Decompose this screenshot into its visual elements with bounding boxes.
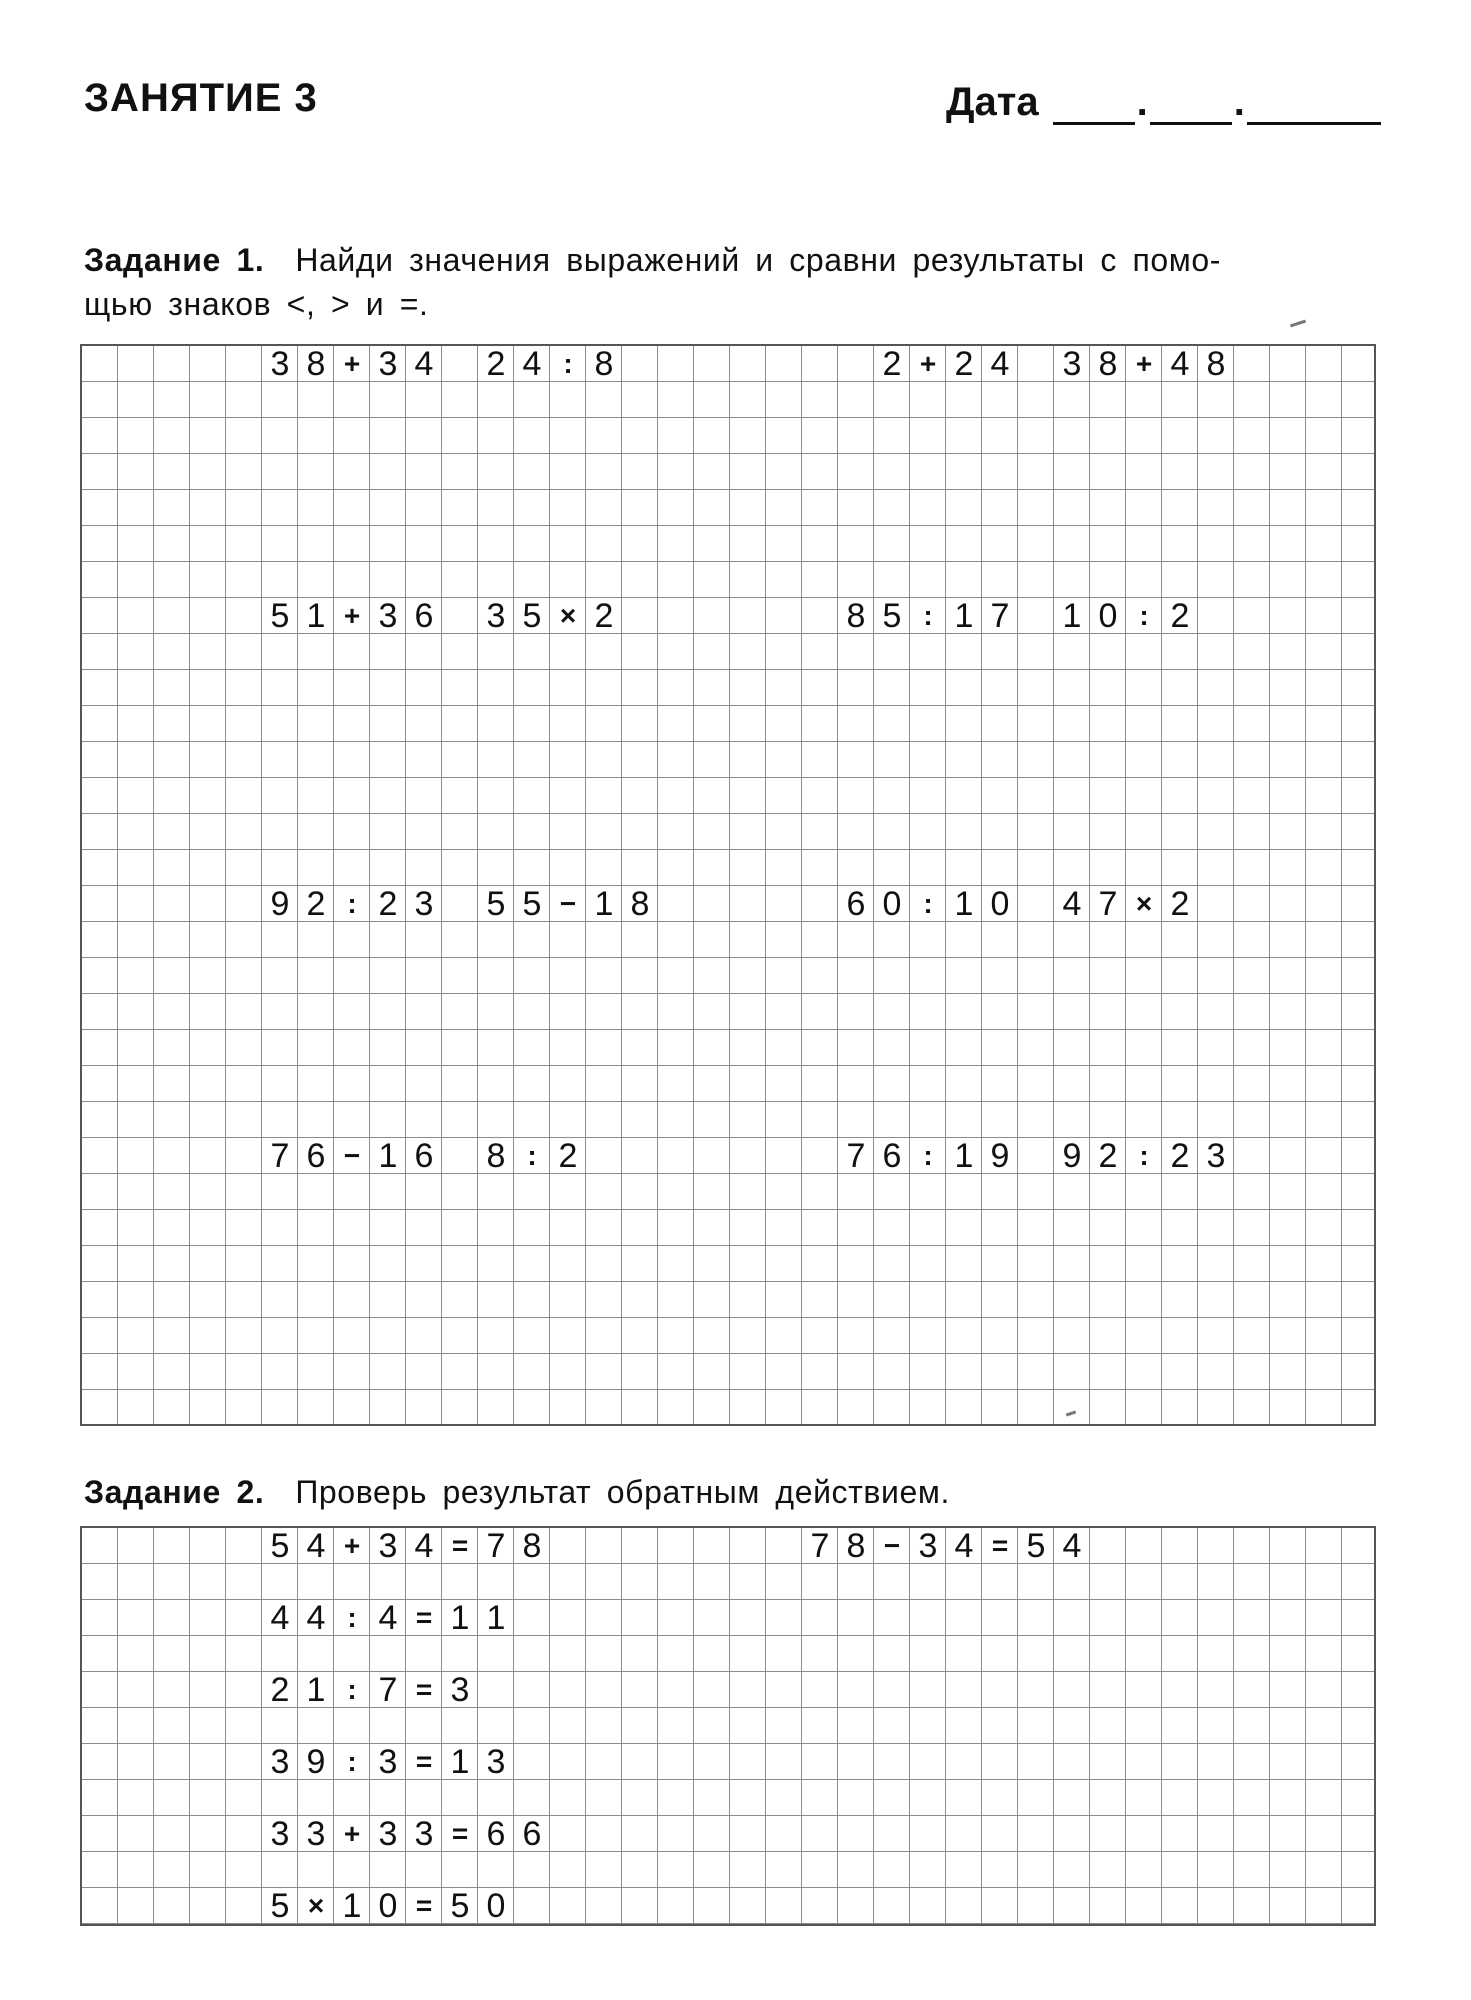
operator-cell: + (919, 348, 937, 379)
date-separator: . (1233, 80, 1245, 124)
digit-cell: 3 (486, 597, 506, 635)
digit-cell: 2 (270, 1671, 290, 1709)
digit-cell: 6 (846, 885, 866, 923)
operator-cell: = (415, 1602, 433, 1633)
digit-cell: 6 (522, 1815, 542, 1853)
comparison-expression (838, 1138, 1018, 1174)
digit-cell: 7 (378, 1671, 398, 1709)
comparison-expression (1054, 1138, 1234, 1174)
digit-cell: 2 (1170, 1137, 1190, 1175)
digit-cell: 4 (522, 345, 542, 383)
digit-cell: 6 (486, 1815, 506, 1853)
digit-cell: 1 (954, 885, 974, 923)
comparison-expression (478, 346, 622, 382)
digit-cell: 5 (522, 597, 542, 635)
lesson-title: ЗАНЯТИЕ 3 (84, 76, 318, 120)
digit-cell: 8 (486, 1137, 506, 1175)
equation (262, 1672, 478, 1708)
operator-cell: + (343, 1530, 361, 1561)
digit-cell: 5 (486, 885, 506, 923)
digit-cell: 4 (1062, 1527, 1082, 1565)
digit-cell: 1 (306, 597, 326, 635)
digit-cell: 7 (1098, 885, 1118, 923)
task2-instructions (84, 1470, 950, 1514)
digit-cell: 6 (306, 1137, 326, 1175)
task2-label: Задание 2. (84, 1474, 265, 1510)
digit-cell: 6 (414, 597, 434, 635)
operator-cell: + (1135, 348, 1153, 379)
digit-cell: 8 (306, 345, 326, 383)
digit-cell: 6 (414, 1137, 434, 1175)
digit-cell: 3 (414, 885, 434, 923)
task1-grid[interactable] (80, 344, 1376, 1426)
digit-cell: 2 (306, 885, 326, 923)
digit-cell: 1 (954, 1137, 974, 1175)
equation (262, 1888, 514, 1924)
digit-cell: 1 (486, 1599, 506, 1637)
digit-cell: 5 (882, 597, 902, 635)
equation (262, 1600, 514, 1636)
digit-cell: 3 (1206, 1137, 1226, 1175)
operator-cell: × (1135, 888, 1153, 919)
date-day-blank[interactable] (1053, 84, 1135, 125)
digit-cell: 3 (378, 1527, 398, 1565)
task1-instructions (84, 238, 1221, 326)
digit-cell: 9 (1062, 1137, 1082, 1175)
digit-cell: 3 (270, 1815, 290, 1853)
digit-cell: 2 (1170, 885, 1190, 923)
comparison-expression (478, 886, 658, 922)
digit-cell: 6 (882, 1137, 902, 1175)
comparison-expression (1054, 598, 1198, 634)
operator-cell: : (347, 1602, 357, 1633)
operator-cell: : (347, 888, 357, 919)
digit-cell: 8 (522, 1527, 542, 1565)
digit-cell: 1 (378, 1137, 398, 1175)
digit-cell: 5 (270, 1887, 290, 1925)
operator-cell: = (451, 1818, 469, 1849)
digit-cell: 0 (990, 885, 1010, 923)
digit-cell: 7 (846, 1137, 866, 1175)
operator-cell: : (347, 1746, 357, 1777)
comparison-expression (838, 886, 1018, 922)
task1-label: Задание 1. (84, 242, 265, 278)
digit-cell: 4 (1170, 345, 1190, 383)
task2-text: Проверь результат обратным действием. (295, 1474, 950, 1510)
digit-cell: 3 (1062, 345, 1082, 383)
digit-cell: 0 (1098, 597, 1118, 635)
digit-cell: 4 (1062, 885, 1082, 923)
digit-cell: 7 (810, 1527, 830, 1565)
operator-cell: + (343, 348, 361, 379)
operator-cell: + (343, 1818, 361, 1849)
comparison-expression (262, 598, 442, 634)
digit-cell: 3 (378, 597, 398, 635)
digit-cell: 3 (486, 1743, 506, 1781)
digit-cell: 3 (270, 345, 290, 383)
operator-cell: = (991, 1530, 1009, 1561)
equation (262, 1528, 550, 1564)
digit-cell: 5 (522, 885, 542, 923)
digit-cell: 2 (378, 885, 398, 923)
comparison-expression (262, 886, 442, 922)
digit-cell: 1 (1062, 597, 1082, 635)
digit-cell: 0 (882, 885, 902, 923)
digit-cell: 5 (270, 1527, 290, 1565)
digit-cell: 2 (558, 1137, 578, 1175)
date-year-blank[interactable] (1247, 84, 1381, 125)
digit-cell: 1 (306, 1671, 326, 1709)
operator-cell: × (559, 600, 577, 631)
date-month-blank[interactable] (1150, 84, 1232, 125)
digit-cell: 1 (954, 597, 974, 635)
operator-cell: + (343, 600, 361, 631)
digit-cell: 8 (846, 597, 866, 635)
comparison-expression (478, 598, 622, 634)
comparison-expression (262, 1138, 442, 1174)
digit-cell: 5 (1026, 1527, 1046, 1565)
comparison-expression (1054, 886, 1198, 922)
digit-cell: 4 (270, 1599, 290, 1637)
digit-cell: 4 (306, 1527, 326, 1565)
comparison-expression (262, 346, 442, 382)
digit-cell: 1 (342, 1887, 362, 1925)
equation (262, 1816, 550, 1852)
digit-cell: 7 (486, 1527, 506, 1565)
digit-cell: 1 (594, 885, 614, 923)
digit-cell: 4 (414, 345, 434, 383)
digit-cell: 8 (594, 345, 614, 383)
check-equation (802, 1528, 1090, 1564)
digit-cell: 8 (630, 885, 650, 923)
digit-cell: 3 (450, 1671, 470, 1709)
digit-cell: 3 (378, 1743, 398, 1781)
digit-cell: 2 (1098, 1137, 1118, 1175)
digit-cell: 2 (594, 597, 614, 635)
digit-cell: 5 (450, 1887, 470, 1925)
operator-cell: = (415, 1746, 433, 1777)
operator-cell: : (1139, 600, 1149, 631)
digit-cell: 3 (306, 1815, 326, 1853)
digit-cell: 8 (846, 1527, 866, 1565)
digit-cell: 9 (306, 1743, 326, 1781)
date-separator: . (1136, 80, 1148, 124)
digit-cell: 4 (306, 1599, 326, 1637)
task1-text-line1: Найди значения выражений и сравни результаты с помо- (295, 242, 1222, 278)
comparison-expression (838, 598, 1018, 634)
digit-cell: 4 (378, 1599, 398, 1637)
digit-cell: 3 (378, 345, 398, 383)
digit-cell: 3 (918, 1527, 938, 1565)
operator-cell: : (563, 348, 573, 379)
digit-cell: 9 (270, 885, 290, 923)
digit-cell: 7 (990, 597, 1010, 635)
digit-cell: 2 (954, 345, 974, 383)
digit-cell: 3 (378, 1815, 398, 1853)
digit-cell: 3 (414, 1815, 434, 1853)
operator-cell: : (1139, 1140, 1149, 1171)
operator-cell: × (307, 1890, 325, 1921)
digit-cell: 1 (450, 1743, 470, 1781)
task1-text-line2: щью знаков <, > и =. (84, 286, 429, 322)
date-field (946, 80, 1381, 125)
operator-cell: : (347, 1674, 357, 1705)
operator-cell: − (343, 1140, 361, 1171)
digit-cell: 2 (882, 345, 902, 383)
digit-cell: 0 (378, 1887, 398, 1925)
task2-grid[interactable] (80, 1526, 1376, 1926)
operator-cell: = (415, 1674, 433, 1705)
operator-cell: : (923, 888, 933, 919)
operator-cell: : (923, 1140, 933, 1171)
digit-cell: 9 (990, 1137, 1010, 1175)
digit-cell: 8 (1206, 345, 1226, 383)
operator-cell: : (527, 1140, 537, 1171)
digit-cell: 2 (1170, 597, 1190, 635)
operator-cell: − (559, 888, 577, 919)
date-label: Дата (946, 80, 1039, 124)
digit-cell: 4 (990, 345, 1010, 383)
operator-cell: : (923, 600, 933, 631)
scan-speck (1290, 320, 1306, 328)
comparison-expression (478, 1138, 586, 1174)
operator-cell: − (883, 1530, 901, 1561)
digit-cell: 0 (486, 1887, 506, 1925)
digit-cell: 4 (414, 1527, 434, 1565)
digit-cell: 4 (954, 1527, 974, 1565)
comparison-expression (1054, 346, 1234, 382)
digit-cell: 2 (486, 345, 506, 383)
digit-cell: 1 (450, 1599, 470, 1637)
operator-cell: = (451, 1530, 469, 1561)
comparison-expression (874, 346, 1018, 382)
digit-cell: 5 (270, 597, 290, 635)
digit-cell: 8 (1098, 345, 1118, 383)
equation (262, 1744, 514, 1780)
digit-cell: 7 (270, 1137, 290, 1175)
digit-cell: 3 (270, 1743, 290, 1781)
operator-cell: = (415, 1890, 433, 1921)
